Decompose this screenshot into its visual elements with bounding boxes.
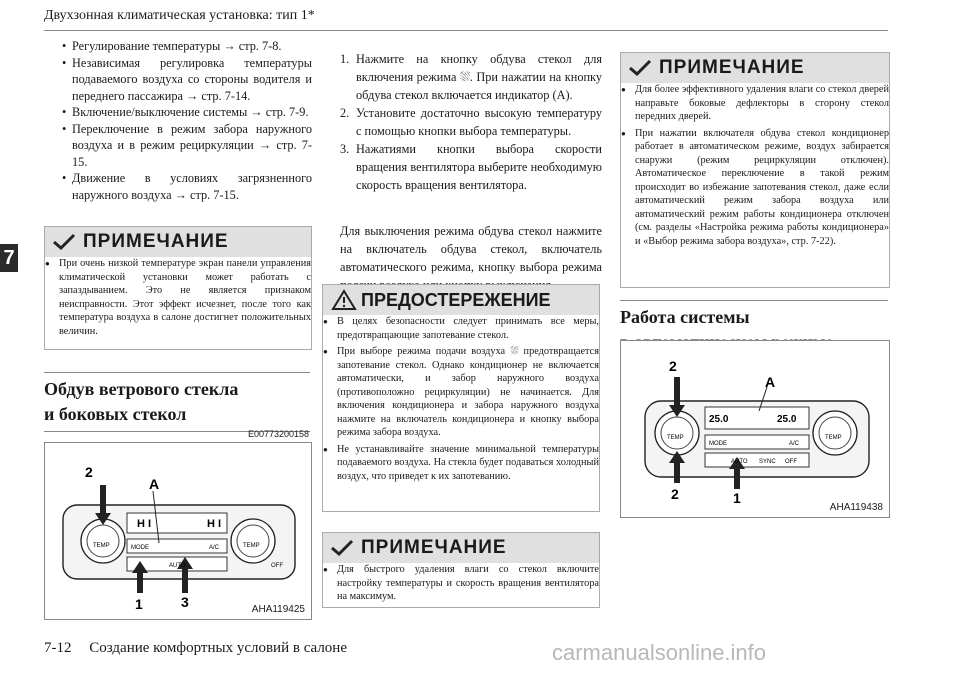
display-right-temp: H I [207, 518, 222, 530]
callout-2-top: 2 [669, 358, 677, 374]
checkmark-icon [51, 232, 77, 252]
callout-a: A [149, 476, 160, 492]
section-heading-auto: Работа системы [620, 300, 888, 360]
list-item: • Регулирование температуры → стр. 7-8. [62, 38, 312, 55]
page-footer [44, 640, 347, 657]
list-item: • Переключение в режим забора наружного воздуха и в режим рециркуляции → стр. 7-15. [62, 121, 312, 171]
warning-box [322, 284, 600, 512]
temp-knob-right-label: TEMP [243, 543, 260, 549]
checkmark-icon [329, 538, 355, 558]
temp-knob-left-label: TEMP [93, 543, 110, 549]
step-item: 2. Установите достаточно высокую температуру с помощью кнопки выбора температуры. [340, 106, 602, 138]
warning-title: ПРЕДОСТЕРЕЖЕНИЕ [361, 289, 551, 310]
temp-knob-right-label: TEMP [825, 435, 842, 441]
ac-button-label: A/C [789, 441, 800, 447]
note-item: ● При очень низкой температуре экран панели управления климатической установки может работать с запаздыванием. Это не является признаком неисправности. Этот эффект исчезнет, после того как температура воздуха в салоне достигнет положительных величин. [45, 257, 311, 338]
note-box-2 [322, 532, 600, 608]
note-item: ● При нажатии включателя обдува стекол кондиционер работает в автоматическом режиме, воздух забирается снаружи (режим рециркуляции отключен). Автоматическое переключение в такой режим происходит во избежание запотевания стекол, даже если автоматический режим забора воздуха или автоматический режим работы кондиционера отключен (см. разделы «Настройка режима работы кондиционера» и «Выбор режима забора воздуха», стр. 7-22). [621, 127, 889, 249]
page-header-title: Двухзонная климатическая установка: тип 1* [44, 8, 315, 23]
note-box-1 [44, 226, 312, 350]
callout-2-bottom: 2 [671, 486, 679, 502]
note-title: ПРИМЕЧАНИЕ [361, 537, 507, 558]
instruction-steps [340, 50, 602, 194]
note-item: ● Для более эффективного удаления влаги со стекол дверей направьте боковые дефлекторы в сторону стекол передних дверей. [621, 83, 889, 124]
section-code: E00773200158 [248, 429, 310, 439]
reference-list [62, 38, 312, 203]
note-title: ПРИМЕЧАНИЕ [659, 57, 805, 78]
warning-item: ● При выборе режима подачи воздуха ⛆ предотвращается запотевание стекол. Однако кондиционер не включается автоматически, и забор наружного воздуха (противоположно рециркуляции) не начинается. Для включения кондиционера и забора наружного воздуха нажмите на включатель кондиционера и кнопку выбора режима забора воздуха. [323, 345, 599, 440]
figure-id: AHA119425 [251, 604, 305, 615]
list-item: • Включение/выключение системы → стр. 7-9. [62, 104, 312, 121]
section-heading-defrost: Обдув ветрового стекла и боковых стекол [44, 372, 310, 432]
ac-button-label: A/C [209, 545, 220, 551]
auto-button-label: AUTO [731, 459, 748, 465]
warning-triangle-icon [331, 289, 357, 311]
figure-panel-1 [44, 442, 312, 620]
display-left-temp: 25.0 [709, 414, 729, 425]
note-item: ● Для быстрого удаления влаги со стекол включите настройку температуры и скорость вращения вентилятора на максимум. [323, 563, 599, 604]
display-left-temp: H I [137, 518, 152, 530]
sync-button-label: SYNC [759, 459, 776, 465]
mode-button-label: MODE [709, 441, 727, 447]
off-button-label: OFF [271, 563, 283, 569]
header-rule [44, 30, 888, 31]
warning-item: ● В целях безопасности следует принимать все меры, предотвращающие запотевание стекол. [323, 315, 599, 342]
callout-2: 2 [85, 464, 93, 480]
auto-button-label: AUTO [169, 563, 186, 569]
chapter-tab: 7 [0, 244, 18, 272]
watermark: carmanualsonline.info [552, 640, 767, 665]
step-item: 3. Нажатиями кнопки выбора скорости вращения вентилятора выберите необходимую скорость вращения вентилятора. [340, 142, 602, 192]
callout-1: 1 [135, 596, 143, 612]
mode-button-label: MODE [131, 545, 149, 551]
callout-3: 3 [181, 594, 189, 610]
warning-item: ● Не устанавливайте значение минимальной температуры подаваемого воздуха. На стекла будет подаваться холодный воздух, что приведет к их запотеванию. [323, 443, 599, 484]
footer-section-title: Создание комфортных условий в салоне [89, 640, 347, 656]
callout-1: 1 [733, 490, 741, 506]
display-right-temp: 25.0 [777, 414, 797, 425]
note-box-3 [620, 52, 890, 288]
list-item: • Независимая регулировка температуры подаваемого воздуха со стороны водителя и переднего пассажира → стр. 7-14. [62, 55, 312, 105]
checkmark-icon [627, 58, 653, 78]
figure-id: AHA119438 [829, 502, 883, 513]
figure-panel-2 [620, 340, 890, 518]
climate-panel-illustration-2 [621, 341, 889, 517]
step-item: 1. Нажмите на кнопку обдува стекол для включения режима ⛆. При нажатии на кнопку обдува стекол включается индикатор (A). [340, 52, 602, 102]
page-number: 7-12 [44, 640, 72, 656]
defrost-off-paragraph: Для выключения режима обдува стекол нажмите на включатель обдува стекол, включатель автоматического режима, кнопку выбора режима [340, 224, 602, 274]
temp-knob-left-label: TEMP [667, 435, 684, 441]
off-button-label: OFF [785, 459, 797, 465]
callout-a: A [765, 374, 776, 390]
note-title: ПРИМЕЧАНИЕ [83, 231, 229, 252]
climate-panel-illustration-1 [45, 443, 311, 619]
list-item: • Движение в условиях загрязненного наружного воздуха → стр. 7-15. [62, 170, 312, 203]
